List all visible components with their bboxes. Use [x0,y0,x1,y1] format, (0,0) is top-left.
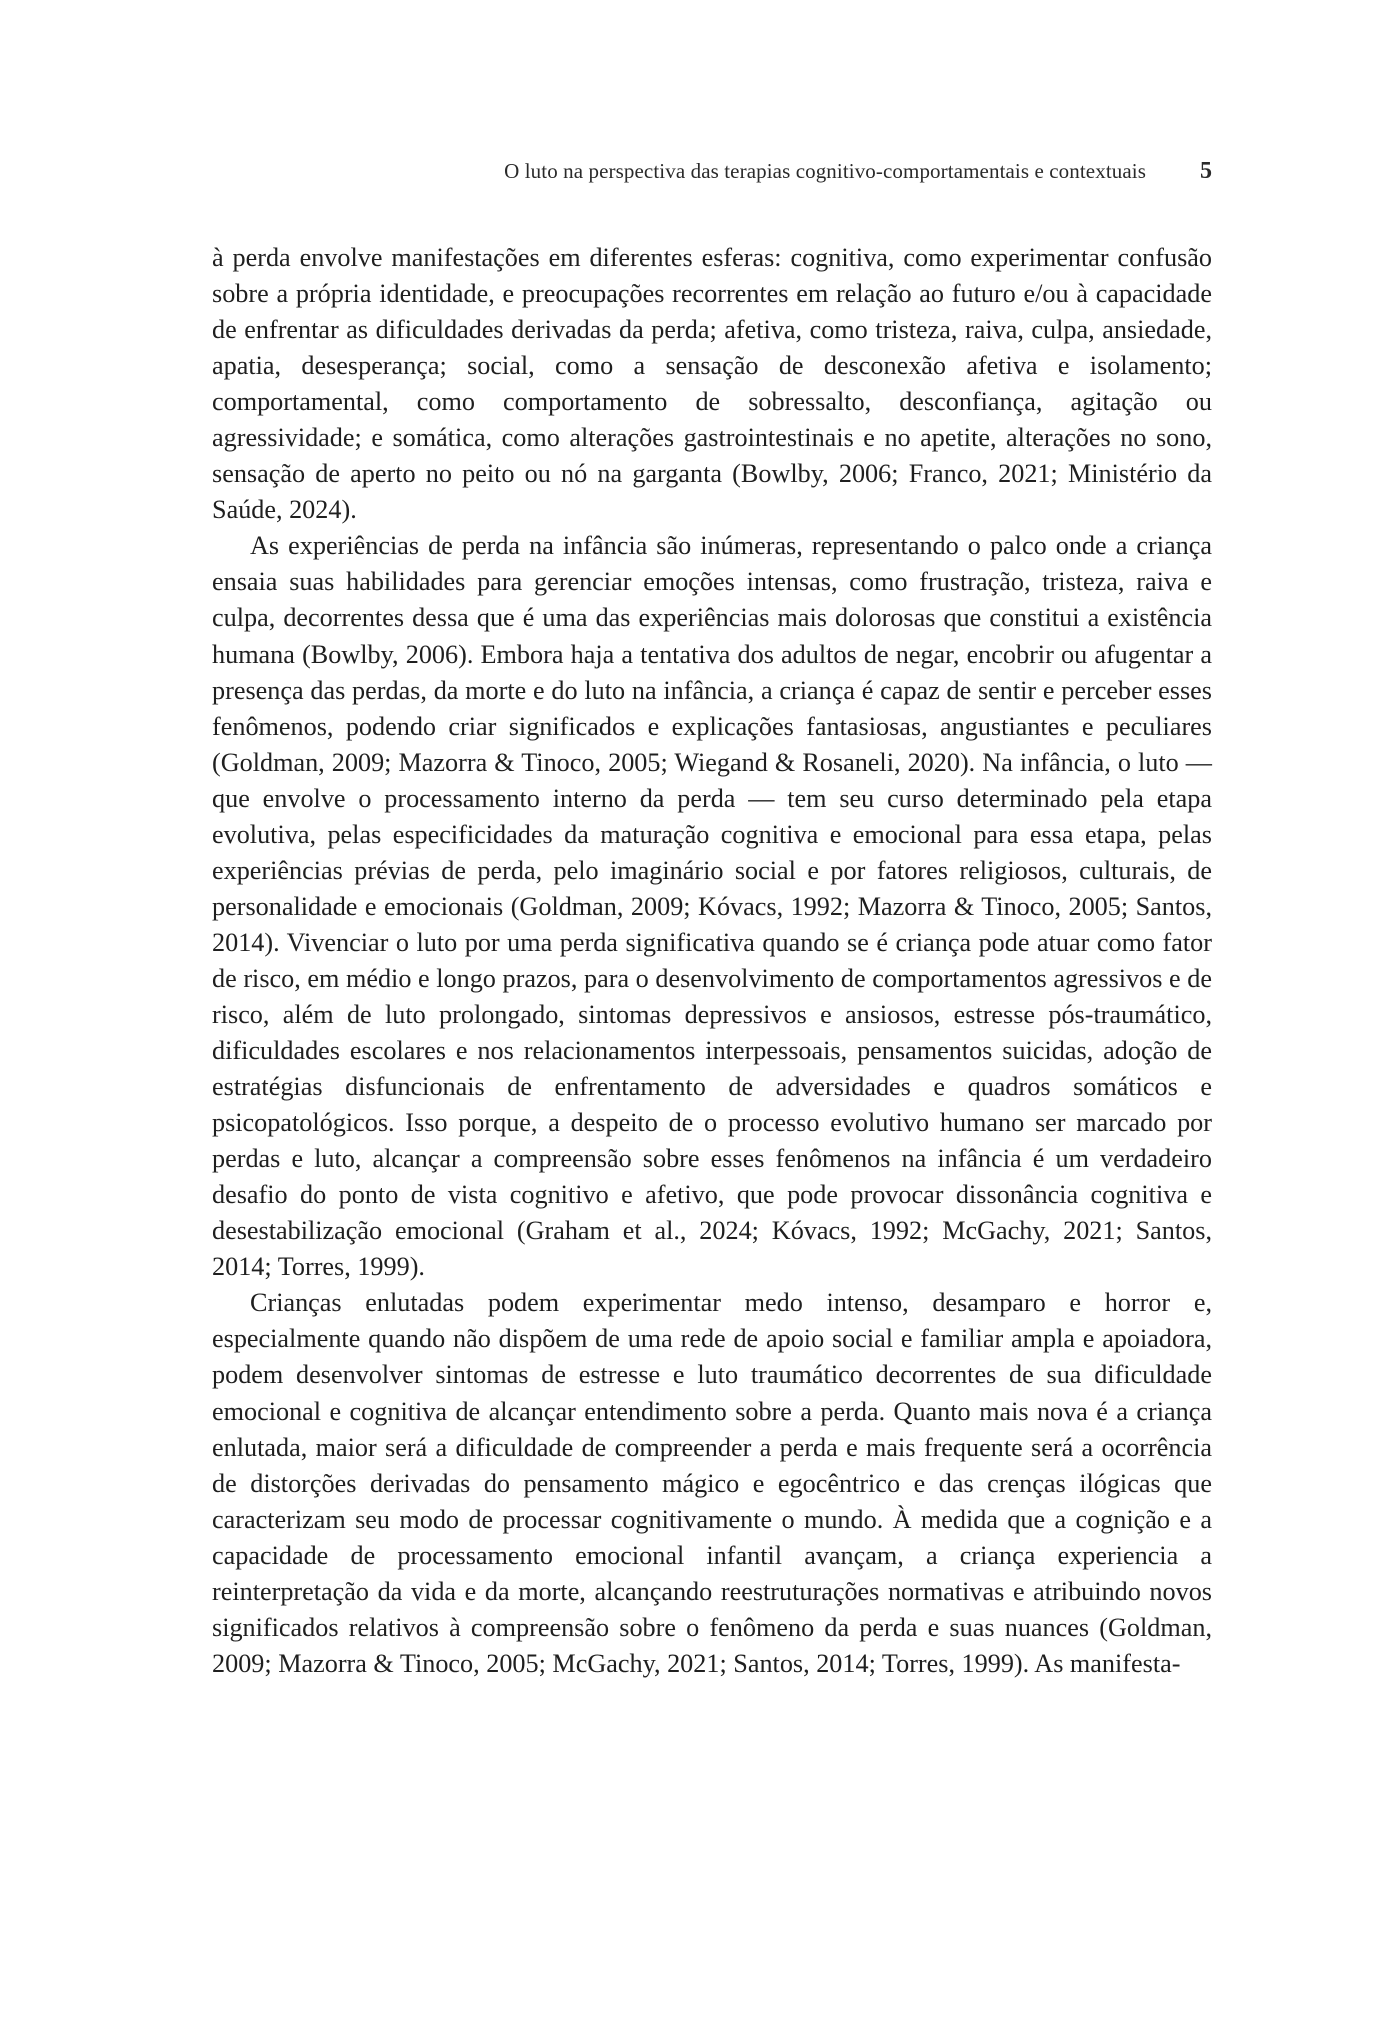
body-text [212,240,1212,1682]
page-number: 5 [1200,158,1212,184]
paragraph-grieving-children: Crianças enlutadas podem experimentar medo intenso, desamparo e horror e, especialmente quando não dispõem de uma rede de apoio social e familiar ampla e apoiadora, podem desenvolver sintomas de estresse e luto traumático decorrentes de sua dificuldade emocional e cognitiva de alcançar entendimento sobre a perda. Quanto mais nova é a criança enlutada, maior será a dificuldade de compreender a perda e mais frequente será a ocorrência de distorções derivadas do pensamento mágico e egocêntrico e das crenças ilógicas que caracterizam seu modo de processar cognitivamente o mundo. À medida que a cognição e a capacidade de processamento emocional infantil avançam, a criança experiencia a reinterpretação da vida e da morte, alcançando reestruturações normativas e atribuindo novos significados relativos à compreensão sobre o fenômeno da perda e suas nuances (Goldman, 2009; Mazorra & Tinoco, 2005; McGachy, 2021; Santos, 2014; Torres, 1999). As manifesta- [212,1288,1212,1678]
paragraph-childhood-loss: As experiências de perda na infância são inúmeras, representando o palco onde a criança ensaia suas habilidades para gerenciar emoções intensas, como frustração, tristeza, raiva e culpa, decorrentes dessa que é uma das experiências mais dolorosas que constitui a existência humana (Bowlby, 2006). Embora haja a tentativa dos adultos de negar, encobrir ou afugentar a presença das perdas, da morte e do luto na infância, a criança é capaz de sentir e perceber esses fenômenos, podendo criar significados e explicações fantasiosas, angustiantes e peculiares (Goldman, 2009; Mazorra & Tinoco, 2005; Wiegand & Rosaneli, 2020). Na infância, o luto — que envolve o processamento interno da perda — tem seu curso determinado pela etapa evolutiva, pelas especificidades da maturação cognitiva e emocional para essa etapa, pelas experiências prévias de perda, pelo imaginário social e por fatores religiosos, culturais, de personalidade e emocionais (Goldman, 2009; Kóvacs, 1992; Mazorra & Tinoco, 2005; Santos, 2014). Vivenciar o luto por uma perda significativa quando se é criança pode atuar como fator de risco, em médio e longo prazos, para o desenvolvimento de comportamentos agressivos e de risco, além de luto prolongado, sintomas depressivos e ansiosos, estresse pós-traumático, dificuldades escolares e nos relacionamentos interpessoais, pensamentos suicidas, adoção de estratégias disfuncionais de enfrentamento de adversidades e quadros somáticos e psicopatológicos. Isso porque, a despeito de o processo evolutivo humano ser marcado por perdas e luto, alcançar a compreensão sobre esses fenômenos na infância é um verdadeiro desafio do ponto de vista cognitivo e afetivo, que pode provocar dissonância cognitiva e desestabilização emocional (Graham et al., 2024; Kóvacs, 1992; McGachy, 2021; Santos, 2014; Torres, 1999). [212,531,1212,1282]
running-title: O luto na perspectiva das terapias cognitivo-comportamentais e contextuais [504,159,1146,183]
paragraph-continuation: à perda envolve manifestações em diferentes esferas: cognitiva, como experimentar confusão sobre a própria identidade, e preocupações recorrentes em relação ao futuro e/ou à capacidade de enfrentar as dificuldades derivadas da perda; afetiva, como tristeza, raiva, culpa, ansiedade, apatia, desesperança; social, como a sensação de desconexão afetiva e isolamento; comportamental, como comportamento de sobressalto, desconfiança, agitação ou agressividade; e somática, como alterações gastrointestinais e no apetite, alterações no sono, sensação de aperto no peito ou nó na garganta (Bowlby, 2006; Franco, 2021; Ministério da Saúde, 2024). [212,243,1212,525]
running-head [212,158,1212,198]
